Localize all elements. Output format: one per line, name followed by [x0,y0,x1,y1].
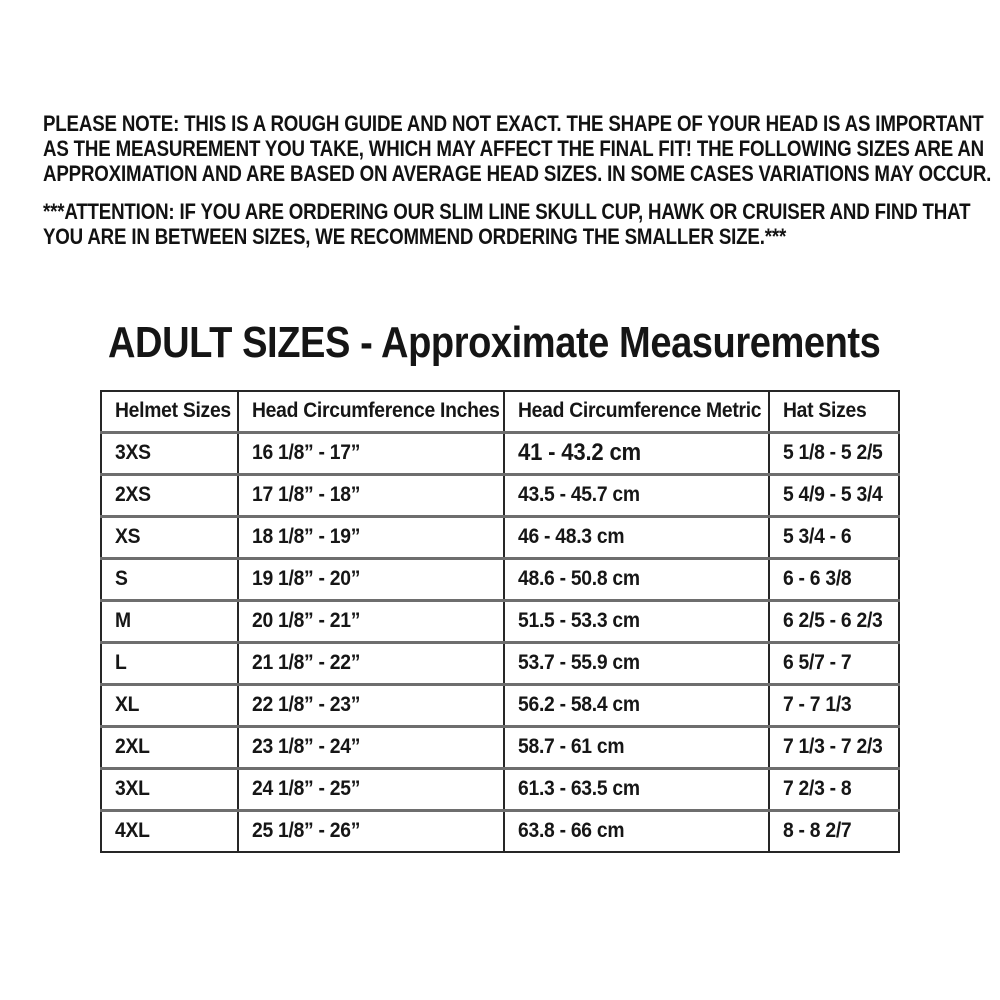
table-row [101,600,899,642]
helmet-size-value: M [115,609,131,632]
inches-value: 25 1/8” - 26” [252,819,361,843]
hat-size-value: 5 1/8 - 5 2/5 [783,441,883,464]
please-note-line: AS THE MEASUREMENT YOU TAKE, WHICH MAY AFFECT THE FINAL FIT! THE FOLLOWING SIZES ARE AN [43,136,985,161]
please-note-text [43,111,1000,186]
metric-value: 51.5 - 53.3 cm [518,609,640,632]
inches-cell [238,558,504,600]
metric-cell [504,432,769,474]
attention-text [43,199,1000,249]
metric-value: 48.6 - 50.8 cm [518,567,640,590]
inches-cell [238,474,504,516]
hat-size-value: 5 4/9 - 5 3/4 [783,483,883,506]
hat-size-value: 6 - 6 3/8 [783,567,852,590]
hat-size-value: 5 3/4 - 6 [783,525,852,548]
inches-cell [238,642,504,684]
please-note-line: APPROXIMATION AND ARE BASED ON AVERAGE HEAD SIZES. IN SOME CASES VARIATIONS MAY OCCUR. [43,161,992,186]
attention-line: ***ATTENTION: IF YOU ARE ORDERING OUR SLIM LINE SKULL CUP, HAWK OR CRUISER AND FIND THAT [43,199,971,224]
helmet-size-cell [101,516,238,558]
table-row [101,516,899,558]
hat-size-cell [769,558,899,600]
column-header-head-circumference-inches [238,391,504,432]
inches-cell [238,516,504,558]
metric-value: 63.8 - 66 cm [518,819,625,843]
hat-size-cell [769,726,899,768]
helmet-size-cell [101,432,238,474]
table-row [101,558,899,600]
helmet-size-value: 3XS [115,441,151,464]
helmet-size-value: 2XL [115,735,150,758]
hat-size-cell [769,768,899,810]
hat-size-cell [769,684,899,726]
helmet-size-value: 2XS [115,483,151,506]
helmet-size-cell [101,558,238,600]
metric-cell [504,810,769,852]
hat-size-value: 7 2/3 - 8 [783,777,852,800]
metric-value: 41 - 43.2 cm [518,439,642,466]
metric-cell [504,768,769,810]
metric-value: 58.7 - 61 cm [518,735,625,758]
hat-size-cell [769,432,899,474]
hat-size-cell [769,642,899,684]
helmet-size-value: 4XL [115,819,150,843]
inches-value: 17 1/8” - 18” [252,483,361,506]
inches-cell [238,432,504,474]
helmet-size-cell [101,684,238,726]
helmet-size-cell [101,474,238,516]
table-row [101,684,899,726]
metric-cell [504,642,769,684]
column-header-hat-sizes [769,391,899,432]
metric-value: 46 - 48.3 cm [518,525,625,548]
column-header-label: Head Circumference Metric [518,399,762,423]
column-header-head-circumference-metric [504,391,769,432]
helmet-size-cell [101,642,238,684]
hat-size-cell [769,516,899,558]
inches-cell [238,684,504,726]
inches-cell [238,810,504,852]
metric-cell [504,726,769,768]
table-row [101,768,899,810]
inches-cell [238,768,504,810]
metric-value: 61.3 - 63.5 cm [518,777,640,800]
helmet-size-cell [101,768,238,810]
helmet-size-value: XL [115,693,140,716]
metric-cell [504,558,769,600]
metric-cell [504,474,769,516]
table-row [101,432,899,474]
metric-cell [504,600,769,642]
inches-cell [238,600,504,642]
column-header-label: Hat Sizes [783,399,867,423]
hat-size-value: 7 - 7 1/3 [783,693,852,716]
inches-value: 19 1/8” - 20” [252,567,361,590]
table-row [101,726,899,768]
inches-value: 16 1/8” - 17” [252,441,361,464]
metric-value: 56.2 - 58.4 cm [518,693,640,716]
page-title: ADULT SIZES - Approximate Measurements [108,318,881,367]
adult-sizes-table [100,390,900,853]
inches-value: 21 1/8” - 22” [252,651,361,674]
inches-value: 20 1/8” - 21” [252,609,361,632]
hat-size-cell [769,474,899,516]
hat-size-value: 7 1/3 - 7 2/3 [783,735,883,758]
helmet-size-value: XS [115,525,141,548]
helmet-size-value: 3XL [115,777,150,800]
table-row [101,474,899,516]
inches-cell [238,726,504,768]
helmet-size-cell [101,600,238,642]
inches-value: 23 1/8” - 24” [252,735,361,758]
column-header-label: Helmet Sizes [115,399,231,423]
helmet-size-value: S [115,567,128,590]
table-row [101,642,899,684]
table-header-row [101,391,899,432]
hat-size-value: 6 2/5 - 6 2/3 [783,609,883,632]
metric-cell [504,516,769,558]
inches-value: 18 1/8” - 19” [252,525,361,548]
metric-value: 53.7 - 55.9 cm [518,651,640,674]
metric-value: 43.5 - 45.7 cm [518,483,640,506]
column-header-label: Head Circumference Inches [252,399,500,423]
metric-cell [504,684,769,726]
helmet-size-cell [101,810,238,852]
attention-line: YOU ARE IN BETWEEN SIZES, WE RECOMMEND ORDERING THE SMALLER SIZE.*** [43,224,787,249]
helmet-size-cell [101,726,238,768]
inches-value: 24 1/8” - 25” [252,777,361,800]
inches-value: 22 1/8” - 23” [252,693,361,716]
table-row [101,810,899,852]
column-header-helmet-sizes [101,391,238,432]
helmet-size-value: L [115,651,127,674]
hat-size-cell [769,810,899,852]
please-note-line: PLEASE NOTE: THIS IS A ROUGH GUIDE AND NOT EXACT. THE SHAPE OF YOUR HEAD IS AS IMPORTANT [43,111,984,136]
hat-size-cell [769,600,899,642]
page-title-wrap [108,317,1000,369]
hat-size-value: 8 - 8 2/7 [783,819,852,843]
hat-size-value: 6 5/7 - 7 [783,651,852,674]
